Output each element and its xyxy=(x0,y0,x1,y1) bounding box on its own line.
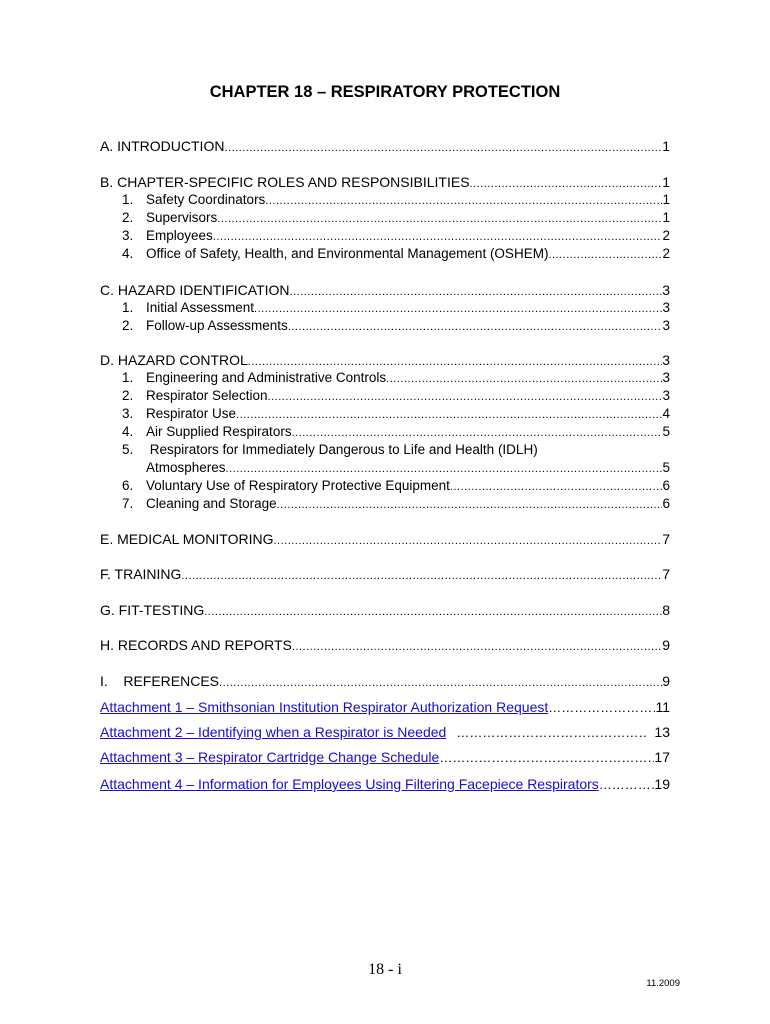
toc-entry-introduction[interactable]: A. INTRODUCTION ..... 1 xyxy=(100,137,670,157)
toc-entry-cleaning-storage[interactable]: 7. Cleaning and Storage ..... 6 xyxy=(122,495,670,514)
toc-entry-respirator-use[interactable]: 3. Respirator Use ..... 4 xyxy=(122,405,670,424)
toc-attachment-1-link[interactable]: Attachment 1 – Smithsonian Institution Respirator Authorization Request …………………………………………………………………………………………………………………………… 11 xyxy=(100,698,670,717)
toc-entry-idlh-line2[interactable]: Atmospheres ..... 5 xyxy=(146,459,670,478)
toc-entry-references[interactable]: I. REFERENCES ..... 9 xyxy=(100,672,670,692)
table-of-contents xyxy=(100,0,670,1024)
toc-entry-employees[interactable]: 3. Employees ..... 2 xyxy=(122,227,670,246)
toc-entry-idlh-line1[interactable]: 5. Respirators for Immediately Dangerous to Life and Health (IDLH) xyxy=(122,442,538,457)
revision-date: 11.2009 xyxy=(646,978,680,989)
page-title: CHAPTER 18 – RESPIRATORY PROTECTION xyxy=(209,83,561,101)
toc-entry-medical-monitoring[interactable]: E. MEDICAL MONITORING ..... 7 xyxy=(100,530,670,550)
toc-entry-roles[interactable]: B. CHAPTER-SPECIFIC ROLES AND RESPONSIBILITIES ..... 1 xyxy=(100,173,670,193)
page-number: 18 - i xyxy=(368,961,402,978)
toc-entry-oshem[interactable]: 4. Office of Safety, Health, and Environmental Management (OSHEM) ..... 2 xyxy=(122,245,670,264)
toc-entry-respirator-selection[interactable]: 2. Respirator Selection ..... 3 xyxy=(122,387,670,406)
toc-entry-records-reports[interactable]: H. RECORDS AND REPORTS ..... 9 xyxy=(100,636,670,656)
toc-entry-fit-testing[interactable]: G. FIT-TESTING ..... 8 xyxy=(100,601,670,621)
toc-attachment-4-link[interactable]: Attachment 4 – Information for Employees Using Filtering Facepiece Respirators …………………………………………………………………………………………………………………………… 19 xyxy=(100,775,670,794)
toc-entry-engineering-controls[interactable]: 1. Engineering and Administrative Controls ..... 3 xyxy=(122,369,670,388)
toc-entry-safety-coordinators[interactable]: 1. Safety Coordinators ..... 1 xyxy=(122,191,670,210)
toc-entry-training[interactable]: F. TRAINING ..... 7 xyxy=(100,565,670,585)
toc-entry-hazard-identification[interactable]: C. HAZARD IDENTIFICATION ..... 3 xyxy=(100,281,670,301)
toc-attachment-3-link[interactable]: Attachment 3 – Respirator Cartridge Change Schedule …………………………………………………………………………………………………………………………… 17 xyxy=(100,748,670,767)
toc-entry-air-supplied-respirators[interactable]: 4. Air Supplied Respirators ..... 5 xyxy=(122,423,670,442)
toc-entry-hazard-control[interactable]: D. HAZARD CONTROL ..... 3 xyxy=(100,351,670,371)
toc-entry-initial-assessment[interactable]: 1. Initial Assessment ..... 3 xyxy=(122,299,670,318)
toc-attachment-2-link[interactable]: Attachment 2 – Identifying when a Respirator is Needed …………………………………………………………………………………………………………………………… 13 xyxy=(100,723,670,742)
toc-entry-supervisors[interactable]: 2. Supervisors ..... 1 xyxy=(122,209,670,228)
toc-entry-follow-up-assessments[interactable]: 2. Follow-up Assessments ..... 3 xyxy=(122,317,670,336)
toc-entry-voluntary-use[interactable]: 6. Voluntary Use of Respiratory Protective Equipment ..... 6 xyxy=(122,477,670,496)
